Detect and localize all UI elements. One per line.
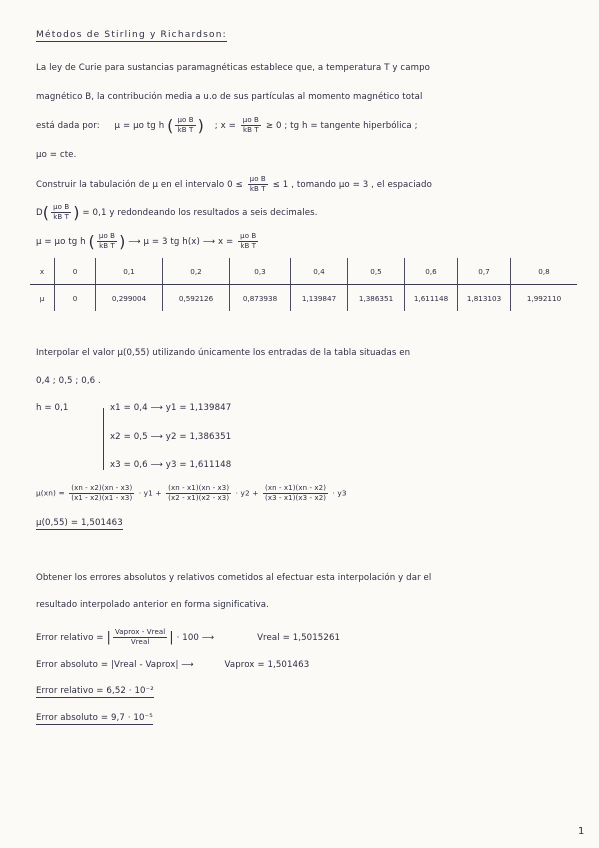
table-cell: μ <box>30 285 55 312</box>
lagrange-term-1: $\frac{(xn - x2)(xn - x3)}{(x1 - x2)(x1 - x3)}$ <box>71 484 133 502</box>
lagrange-term-3: $\frac{(xn - x1)(xn - x2)}{(x3 - x1)(x3 - x2)}$ <box>265 484 327 502</box>
errors-line-2: resultado interpolado anterior en forma significativa. <box>36 600 269 610</box>
interp-line-1: Interpolar el valor μ(0,55) utilizando únicamente los entradas de la tabla situadas en <box>36 348 411 358</box>
table-cell: 0,3 <box>230 258 291 285</box>
formula-fraction-2: $\frac{\text{μo B}}{\text{kB T}}$ <box>240 232 257 250</box>
table-cell: 0,592126 <box>163 285 230 312</box>
step-h: h = 0,1 <box>36 403 69 413</box>
table-cell: 0,4 <box>291 258 348 285</box>
bracket-line <box>103 408 104 470</box>
construct-line-1: Construir la tabulación de μ en el intervalo 0 ≤ $\frac{\text{μo B}}{\text{kB T}}$ ≤ 1 , tomando μo = 3 , el espaciado <box>36 175 432 193</box>
lagrange-formula: μ(xn) = $\frac{(xn - x2)(xn - x3)}{(x1 - x2)(x1 - x3)}$ · y1 + $\frac{(xn - x1)(xn - x3)}{(x2 - x1)(x2 - x3)}$ · y2 + $\frac{(xn - x1)(xn - x2)}{(x3 - x1)(x3 - x2)}$ · y3 <box>36 484 347 502</box>
x1-line: x1 = 0,4 ⟶ y1 = 1,139847 <box>110 403 232 413</box>
table-cell: x <box>30 258 55 285</box>
table-cell: 0,299004 <box>96 285 163 312</box>
vreal-value: Vreal = 1,5015261 <box>257 633 341 643</box>
table-cell: 1,992110 <box>526 293 562 303</box>
intro-line-1: La ley de Curie para sustancias paramagnéticas establece que, a temperatura T y campo <box>36 63 430 73</box>
intro-line-4: μo = cte. <box>36 150 77 160</box>
intro-line-2: magnético B, la contribución media a u.o de sus partículas al momento magnético total <box>36 92 423 102</box>
table-row-mu <box>30 285 577 312</box>
table-cell: 0,2 <box>163 258 230 285</box>
table-cell: 0,1 <box>96 258 163 285</box>
table-cell: 0,5 <box>348 258 405 285</box>
table-cell: 0,873938 <box>230 285 291 312</box>
interp-result: μ(0,55) = 1,501463 <box>36 518 123 528</box>
vaprox-value: Vaprox = 1,501463 <box>224 660 310 670</box>
page-number: 1 <box>578 826 585 837</box>
absolute-error-result: Error absoluto = 9,7 · 10⁻⁵ <box>36 713 153 723</box>
table-cell: 1,813103 <box>458 285 511 312</box>
relative-error-formula: Error relativo = | $\frac{\text{Vaprox - Vreal}}{\text{Vreal}}$ | · 100 ⟶ Vreal = 1,5015261 <box>36 628 341 646</box>
table-cell: 1,611148 <box>405 285 458 312</box>
intro-line-3: está dada por: μ = μo tg h ( $\frac{\text{μo B}}{\text{kB T}}$ ) ; x = $\frac{\text{μo B}}{\text{kB T}}$ ≥ 0 ; tg h = tangente hiperbólica ; <box>36 116 418 135</box>
spacing-fraction: $\frac{\text{μo B}}{\text{kB T}}$ <box>53 203 70 221</box>
table-cell: 0 <box>55 258 96 285</box>
tgh-definition: ≥ 0 ; tg h = tangente hiperbólica ; <box>265 121 418 131</box>
relative-error-result: Error relativo = 6,52 · 10⁻² <box>36 686 154 696</box>
x2-line: x2 = 0,5 ⟶ y2 = 1,386351 <box>110 432 232 442</box>
intro-line-3-pre: está dada por: <box>36 121 100 131</box>
construct-formula: μ = μo tg h ( $\frac{\text{μo B}}{\text{kB T}}$ ) ⟶ μ = 3 tg h(x) ⟶ x = $\frac{\text{μo B}}{\text{kB T}}$ <box>36 232 257 251</box>
absolute-error-formula: Error absoluto = |Vreal - Vaprox| ⟶ Vaprox = 1,501463 <box>36 660 310 670</box>
page-title: Métodos de Stirling y Richardson: <box>36 30 227 40</box>
construct-line-2: D( $\frac{\text{μo B}}{\text{kB T}}$ ) = 0,1 y redondeando los resultados a seis decimales. <box>36 203 318 222</box>
table-cell: 0,8 <box>511 258 578 285</box>
interp-line-2: 0,4 ; 0,5 ; 0,6 . <box>36 376 101 386</box>
table-cell: 1,139847 <box>291 285 348 312</box>
errors-line-1: Obtener los errores absolutos y relativos cometidos al efectuar esta interpolación y dar el <box>36 573 432 583</box>
table-row-x <box>30 258 577 285</box>
mu-fraction: $\frac{\text{μo B}}{\text{kB T}}$ <box>177 116 194 134</box>
relative-error-fraction: $\frac{\text{Vaprox - Vreal}}{\text{Vreal}}$ <box>114 628 166 646</box>
table-cell: 1,386351 <box>348 285 405 312</box>
x-fraction: $\frac{\text{μo B}}{\text{kB T}}$ <box>242 116 259 134</box>
table-cell: 0,6 <box>405 258 458 285</box>
formula-fraction: $\frac{\text{μo B}}{\text{kB T}}$ <box>98 232 116 250</box>
table-cell: 0 <box>55 285 96 312</box>
mu-table <box>30 258 577 311</box>
x3-line: x3 = 0,6 ⟶ y3 = 1,611148 <box>110 460 232 470</box>
mu-formula: μ = μo tg h <box>114 121 165 131</box>
lagrange-term-2: $\frac{(xn - x1)(xn - x3)}{(x2 - x1)(x2 - x3)}$ <box>168 484 230 502</box>
construct-fraction: $\frac{\text{μo B}}{\text{kB T}}$ <box>249 175 266 193</box>
x-definition: ; x = <box>214 121 236 131</box>
table-cell: 0,7 <box>458 258 511 285</box>
